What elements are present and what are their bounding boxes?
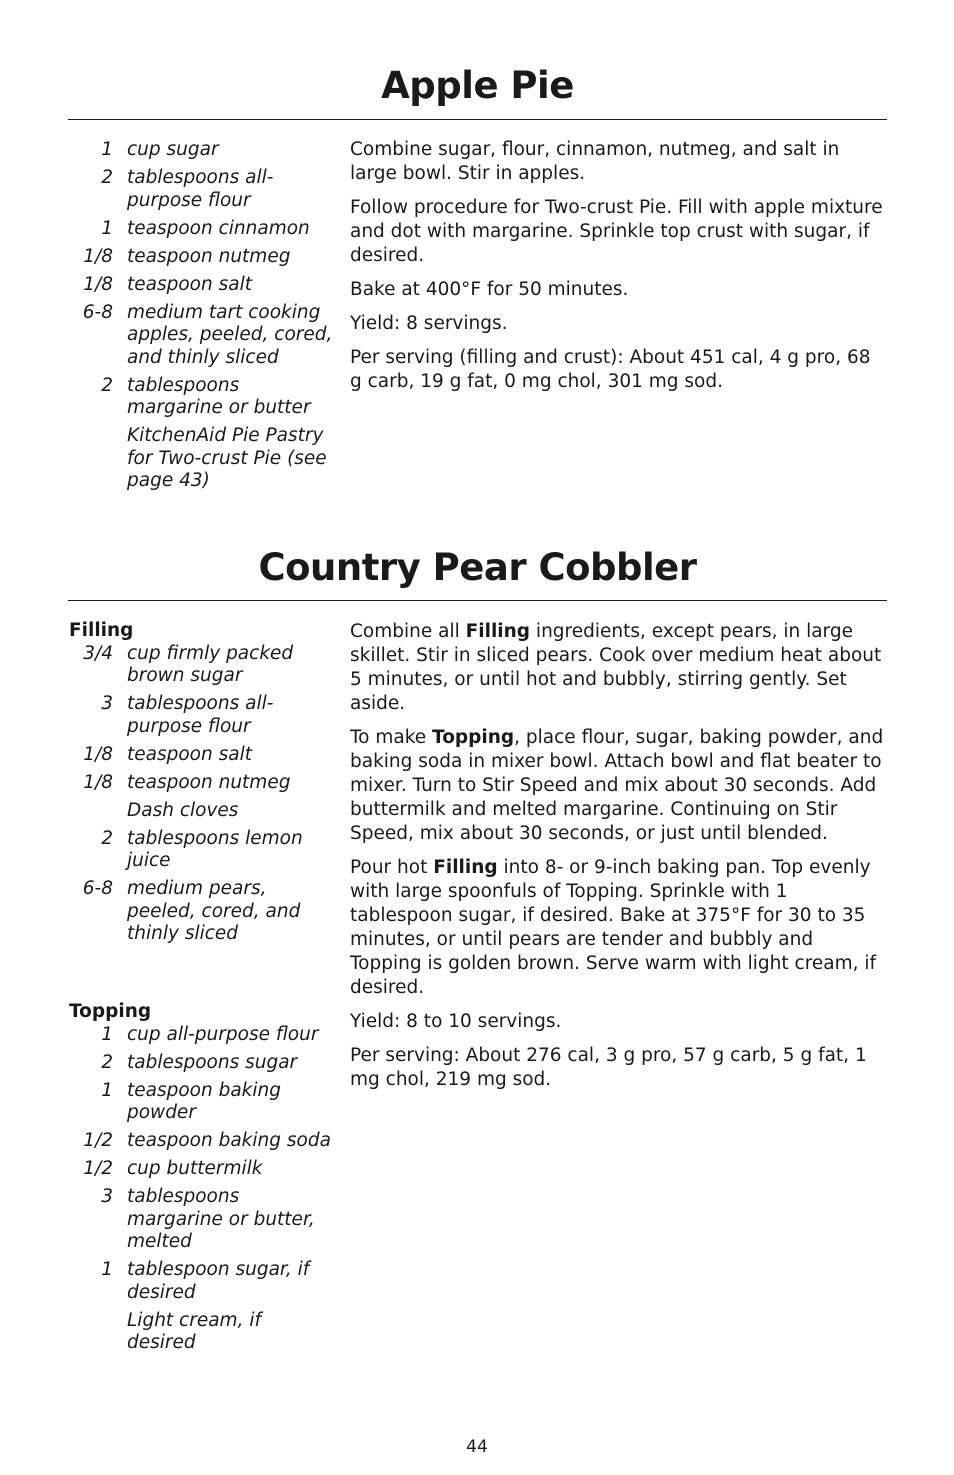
ingredient-item: 3 tablespoons margarine or butter, melted [101,1186,315,1252]
ingredient-item: 3 tablespoons all-purpose flour [101,693,274,737]
topping-ingredients [68,1001,333,1360]
method-paragraph: Bake at 400°F for 50 minutes. [350,279,629,300]
ingredient-item: 1 cup all-purpose flour [101,1023,319,1045]
method-paragraph: To make Topping, place flour, sugar, baking powder, and baking soda in mixer bowl. Attach bowl and flat beater to mixer. Turn to Stir Speed and mix about 30 seconds. Add buttermilk and melted margarine. Continuing on Stir Speed, mix about 30 seconds, or just until blended. [350,727,884,844]
ingredient-item: 1/2 cup buttermilk [83,1158,263,1179]
nutrition-text: Per serving: About 276 cal, 3 g pro, 57 g carb, 5 g fat, 1 mg chol, 219 mg sod. [350,1045,867,1090]
ingredient-item: 1/8 teaspoon salt [83,743,252,765]
ingredient-item: 2 tablespoons lemon juice [101,827,303,871]
ingredient-item: 1 teaspoon baking powder [101,1079,281,1123]
ingredient-item: 1/8 teaspoon nutmeg [83,245,291,267]
ingredient-item: 3/4 cup firmly packed brown sugar [83,642,294,686]
ingredient-item: 1 teaspoon cinnamon [101,217,310,239]
yield-text: Yield: 8 servings. [350,313,508,334]
filling-heading: Filling [69,620,134,641]
yield-text: Yield: 8 to 10 servings. [350,1011,562,1032]
ingredient-item: 1 tablespoon sugar, if desired [101,1259,310,1303]
ingredient-item: KitchenAid Pie Pastry for Two-crust Pie (see page 43) [127,425,327,491]
ingredient-item: 1 cup sugar [101,139,219,160]
method-paragraph: Pour hot Filling into 8- or 9-inch baking pan. Top evenly with large spoonfuls of Topping. Sprinkle with 1 tablespoon sugar, if desired. Bake at 375°F for 30 to 35 minutes, or until pears are tender and bubbly and Topping is golden brown. Serve warm with light cream, if desired. [350,857,877,998]
topping-heading: Topping [69,1001,152,1022]
pear-cobbler-title: Country Pear Cobbler [258,546,697,589]
ingredient-item: 6-8 medium tart cooking apples, peeled, cored, and thinly sliced [82,301,333,368]
nutrition-text: Per serving (filling and crust): About 451 cal, 4 g pro, 68 g carb, 19 g fat, 0 mg chol, 301 mg sod. [350,347,871,392]
ingredient-item: 1/2 teaspoon baking soda [83,1130,331,1151]
pear-cobbler-rule [68,600,887,601]
method-paragraph: Follow procedure for Two-crust Pie. Fill with apple mixture and dot with margarine. Sprinkle top crust with sugar, if desired. [350,197,883,266]
ingredient-item: 2 tablespoons margarine or butter [101,374,311,418]
ingredient-item: Dash cloves [127,799,239,821]
apple-pie-ingredients [68,139,333,498]
apple-pie-title: Apple Pie [381,64,574,107]
ingredient-item: 2 tablespoons all-purpose flour [101,167,274,211]
ingredient-item: 2 tablespoons sugar [101,1051,298,1073]
pear-cobbler-method [350,620,887,1102]
ingredient-item: 6-8 medium pears, peeled, cored, and thinly sliced [82,878,301,944]
ingredient-item: Light cream, if desired [127,1309,261,1353]
method-paragraph: Combine sugar, flour, cinnamon, nutmeg, and salt in large bowl. Stir in apples. [350,139,840,184]
ingredient-item: 1/8 teaspoon salt [83,273,252,295]
apple-pie-rule [68,119,887,120]
method-paragraph: Combine all Filling ingredients, except pears, in large skillet. Stir in sliced pears. Cook over medium heat about 5 minutes, or until hot and bubbly, stirring gently. Set aside. [350,621,882,714]
ingredient-item: 1/8 teaspoon nutmeg [83,771,291,793]
apple-pie-method [350,138,887,404]
pear-cobbler-ingredients [68,620,333,951]
page-number: 44 [466,1437,488,1457]
